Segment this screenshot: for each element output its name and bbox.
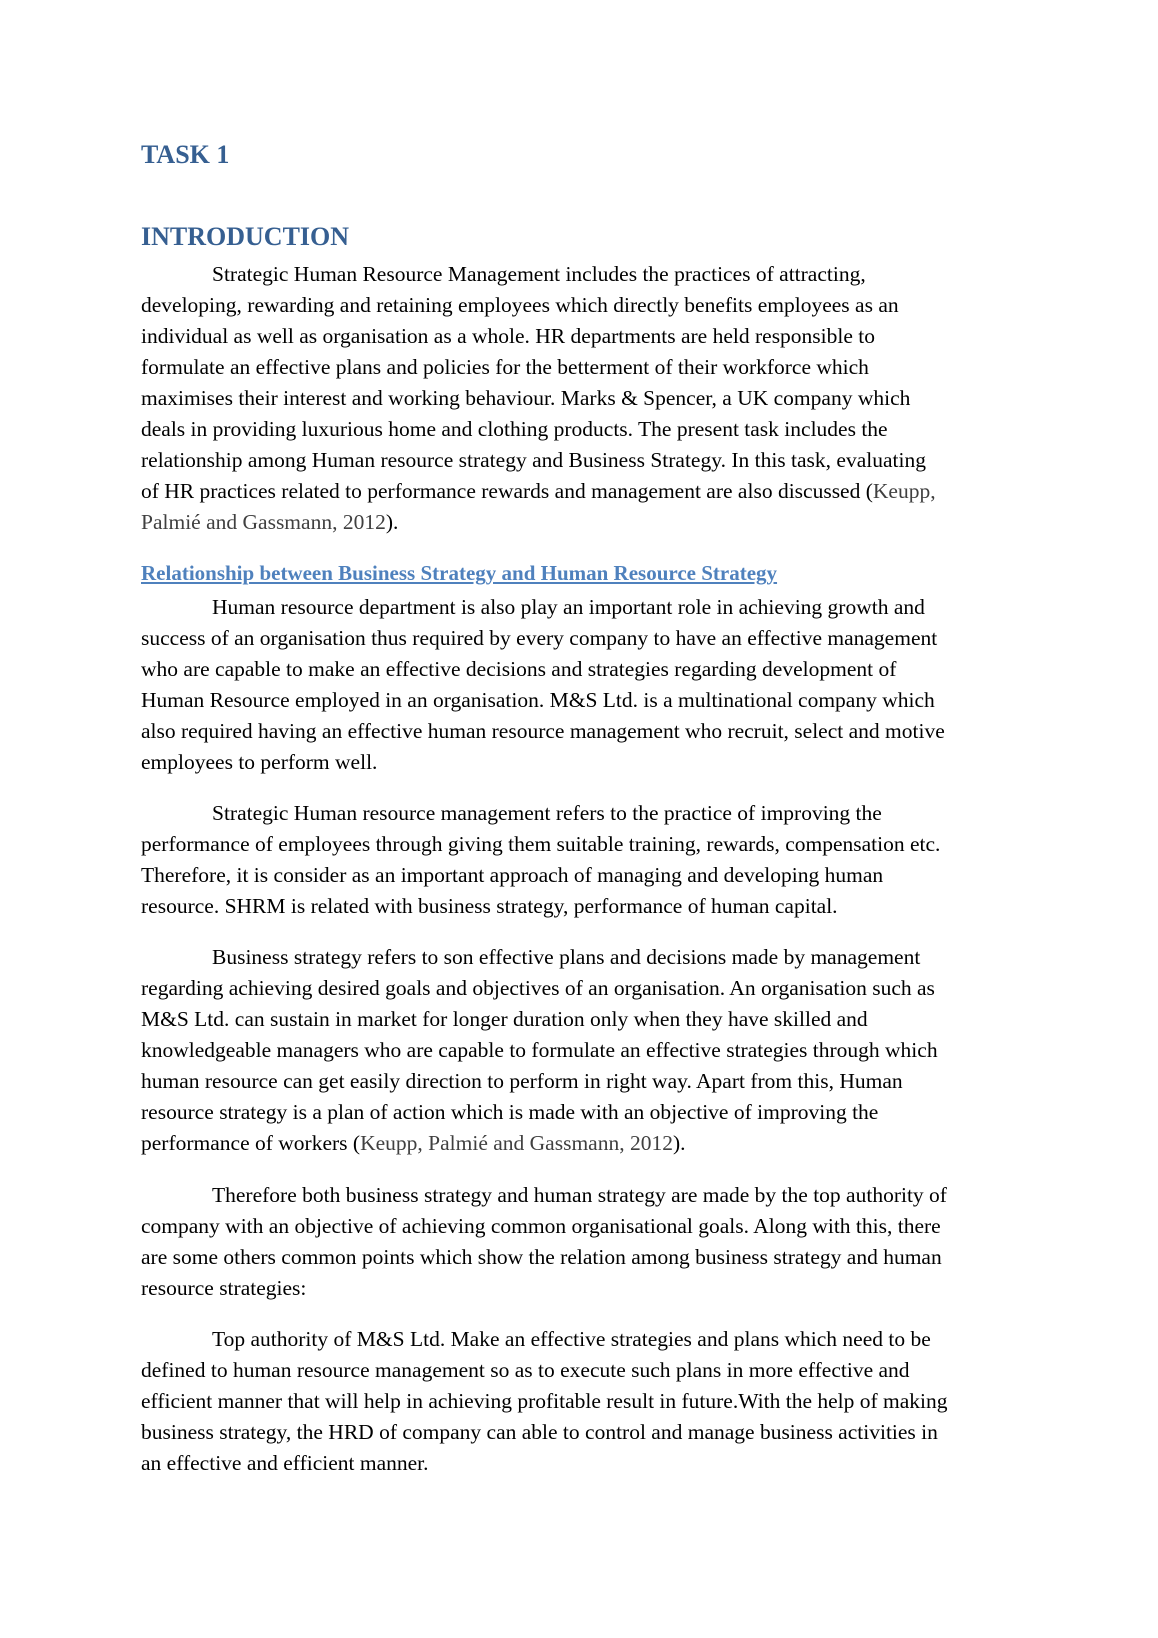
text-line: an effective and efficient manner. [141, 1451, 429, 1475]
text-segment: ). [672, 1131, 686, 1155]
text-line: maximises their interest and working behaviour. Marks & Spencer, a UK company which [141, 386, 911, 410]
paragraph-common-goals [141, 1180, 1031, 1304]
text-line: Business strategy refers to son effective plans and decisions made by management [212, 945, 921, 969]
text-line: business strategy, the HRD of company can able to control and manage business activities in [141, 1420, 938, 1444]
text-line: Top authority of M&S Ltd. Make an effective strategies and plans which need to be [212, 1327, 931, 1351]
task-heading: TASK 1 [141, 140, 230, 169]
text-line: company with an objective of achieving common organisational goals. Along with this, there [141, 1214, 941, 1238]
text-line: performance of employees through giving them suitable training, rewards, compensation etc. [141, 832, 941, 856]
text-line: deals in providing luxurious home and clothing products. The present task includes the [141, 417, 888, 441]
paragraph-hr-department [141, 592, 1031, 778]
text-line: Therefore both business strategy and human strategy are made by the top authority of [212, 1183, 947, 1207]
text-line: defined to human resource management so as to execute such plans in more effective and [141, 1358, 910, 1382]
text-line: formulate an effective plans and policies for the betterment of their workforce which [141, 355, 869, 379]
text-line: also required having an effective human resource management who recruit, select and motive [141, 719, 945, 743]
section-heading-relationship: Relationship between Business Strategy and Human Resource Strategy [141, 561, 778, 585]
citation: Palmié and Gassmann, 2012 [141, 510, 386, 534]
text-line [141, 476, 1031, 507]
text-line: M&S Ltd. can sustain in market for longer duration only when they have skilled and [141, 1007, 868, 1031]
text-segment: of HR practices related to performance rewards and management are also discussed ( [141, 479, 873, 503]
text-line: Strategic Human resource management refers to the practice of improving the [212, 801, 882, 825]
intro-paragraph [141, 259, 1031, 538]
text-segment: ). [385, 510, 399, 534]
citation: Keupp, [872, 479, 936, 503]
text-line: resource strategies: [141, 1276, 307, 1300]
citation: Keupp, Palmié and Gassmann, 2012 [360, 1131, 673, 1155]
text-line: developing, rewarding and retaining employees which directly benefits employees as an [141, 293, 899, 317]
text-line: employees to perform well. [141, 750, 378, 774]
text-line: individual as well as organisation as a whole. HR departments are held responsible to [141, 324, 876, 348]
paragraph-top-authority [141, 1324, 1031, 1479]
text-line: resource. SHRM is related with business strategy, performance of human capital. [141, 894, 838, 918]
text-line: efficient manner that will help in achieving profitable result in future.With the help of making [141, 1389, 948, 1413]
introduction-heading: INTRODUCTION [141, 222, 350, 251]
text-line: relationship among Human resource strategy and Business Strategy. In this task, evaluating [141, 448, 926, 472]
text-line: human resource can get easily direction to perform in right way. Apart from this, Human [141, 1069, 903, 1093]
text-line [141, 507, 1031, 538]
text-segment: performance of workers ( [141, 1131, 361, 1155]
paragraph-business-strategy [141, 942, 1031, 1159]
text-line: Human resource department is also play an important role in achieving growth and [212, 595, 925, 619]
text-line: resource strategy is a plan of action which is made with an objective of improving the [141, 1100, 879, 1124]
text-line [141, 1128, 1031, 1159]
text-line: Strategic Human Resource Management includes the practices of attracting, [212, 262, 866, 286]
text-line: knowledgeable managers who are capable to formulate an effective strategies through which [141, 1038, 938, 1062]
paragraph-shrm [141, 798, 1031, 922]
text-line: regarding achieving desired goals and objectives of an organisation. An organisation such as [141, 976, 935, 1000]
text-line: who are capable to make an effective decisions and strategies regarding development of [141, 657, 897, 681]
text-line: success of an organisation thus required by every company to have an effective management [141, 626, 938, 650]
text-line: Therefore, it is consider as an important approach of managing and developing human [141, 863, 884, 887]
text-line: are some others common points which show the relation among business strategy and human [141, 1245, 942, 1269]
text-line: Human Resource employed in an organisation. M&S Ltd. is a multinational company which [141, 688, 935, 712]
